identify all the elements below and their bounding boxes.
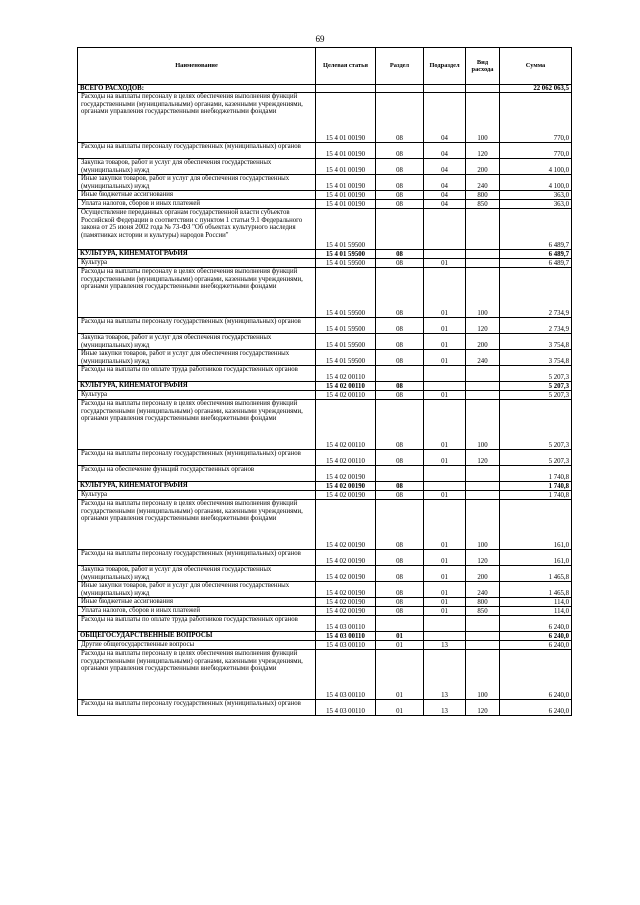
header-name: Наименование <box>78 48 316 85</box>
cell-target: 15 4 01 59500 <box>316 259 376 268</box>
cell-target <box>316 85 376 93</box>
cell-target: 15 4 02 00190 <box>316 582 376 598</box>
cell-sum: 770,0 <box>500 143 572 159</box>
cell-subsection: 04 <box>424 159 466 175</box>
cell-type: 100 <box>466 93 500 143</box>
cell-section: 08 <box>376 550 424 566</box>
cell-sum: 6 240,0 <box>500 641 572 650</box>
cell-subsection <box>424 366 466 382</box>
cell-target: 15 4 02 00110 <box>316 382 376 391</box>
cell-name: Закупка товаров, работ и услуг для обеспечения государственных (муниципальных) нужд <box>78 566 316 582</box>
cell-type <box>466 382 500 391</box>
cell-section: 08 <box>376 143 424 159</box>
cell-target: 15 4 02 00190 <box>316 550 376 566</box>
table-row <box>78 491 572 500</box>
cell-name: Закупка товаров, работ и услуг для обеспечения государственных (муниципальных) нужд <box>78 159 316 175</box>
cell-subsection: 13 <box>424 641 466 650</box>
cell-name: Расходы на выплаты по оплате труда работников государственных органов <box>78 616 316 632</box>
cell-subsection: 01 <box>424 350 466 366</box>
cell-subsection: 04 <box>424 175 466 191</box>
cell-type <box>466 466 500 482</box>
cell-section: 08 <box>376 200 424 209</box>
cell-name: Культура <box>78 491 316 500</box>
table-row <box>78 566 572 582</box>
table-row <box>78 450 572 466</box>
cell-type: 240 <box>466 175 500 191</box>
cell-section <box>376 616 424 632</box>
cell-target: 15 4 02 00190 <box>316 491 376 500</box>
cell-name: Осуществление переданных органам государственной власти субъектов Российской Федерации в соответствии с пунктом 1 статьи 9.1 Федерального закона от 25 июня 2002 года № 73-ФЗ "Об объектах культурного наследия (памятниках истории и культуры) народов России" <box>78 209 316 250</box>
table-row <box>78 159 572 175</box>
cell-sum: 6 240,0 <box>500 700 572 716</box>
cell-name: Иные закупки товаров, работ и услуг для обеспечения государственных (муниципальных) нужд <box>78 175 316 191</box>
cell-sum: 1 740,8 <box>500 482 572 491</box>
header-section: Раздел <box>376 48 424 85</box>
cell-name: КУЛЬТУРА, КИНЕМАТОГРАФИЯ <box>78 382 316 391</box>
cell-subsection: 01 <box>424 500 466 550</box>
cell-subsection: 01 <box>424 566 466 582</box>
header-row <box>78 48 572 85</box>
cell-sum: 114,0 <box>500 598 572 607</box>
cell-section: 01 <box>376 632 424 641</box>
cell-type: 240 <box>466 582 500 598</box>
cell-section: 08 <box>376 159 424 175</box>
table-row <box>78 143 572 159</box>
cell-name: Культура <box>78 391 316 400</box>
cell-subsection: 04 <box>424 200 466 209</box>
cell-subsection <box>424 482 466 491</box>
cell-sum: 1 465,8 <box>500 566 572 582</box>
cell-target: 15 4 03 00110 <box>316 700 376 716</box>
cell-sum: 363,0 <box>500 200 572 209</box>
cell-type <box>466 391 500 400</box>
cell-subsection: 01 <box>424 259 466 268</box>
cell-subsection <box>424 382 466 391</box>
cell-sum: 1 740,8 <box>500 491 572 500</box>
table-row <box>78 268 572 318</box>
cell-section: 08 <box>376 607 424 616</box>
cell-name: ОБЩЕГОСУДАРСТВЕННЫЕ ВОПРОСЫ <box>78 632 316 641</box>
cell-name: Расходы на выплаты персоналу государственных (муниципальных) органов <box>78 143 316 159</box>
cell-type: 100 <box>466 268 500 318</box>
cell-type <box>466 250 500 259</box>
table-row <box>78 616 572 632</box>
cell-target: 15 4 01 00190 <box>316 200 376 209</box>
cell-subsection <box>424 466 466 482</box>
cell-target: 15 4 02 00190 <box>316 607 376 616</box>
cell-sum: 5 207,3 <box>500 391 572 400</box>
cell-sum: 6 240,0 <box>500 616 572 632</box>
table-row <box>78 350 572 366</box>
cell-type <box>466 491 500 500</box>
cell-type <box>466 259 500 268</box>
header-sum: Сумма <box>500 48 572 85</box>
cell-subsection: 13 <box>424 650 466 700</box>
cell-target: 15 4 01 59500 <box>316 318 376 334</box>
cell-section: 01 <box>376 641 424 650</box>
table-row <box>78 93 572 143</box>
table-row <box>78 598 572 607</box>
table-row <box>78 550 572 566</box>
cell-section: 08 <box>376 582 424 598</box>
cell-target: 15 4 02 00190 <box>316 566 376 582</box>
cell-sum: 3 754,8 <box>500 350 572 366</box>
cell-name: Расходы на выплаты персоналу в целях обеспечения выполнения функций государственными (муниципальными) органами, казенными учреждениями, органами управления государственными внебюджетными фондами <box>78 500 316 550</box>
cell-name: Расходы на выплаты персоналу в целях обеспечения выполнения функций государственными (муниципальными) органами, казенными учреждениями, органами управления государственными внебюджетными фондами <box>78 400 316 450</box>
cell-section: 08 <box>376 318 424 334</box>
cell-subsection <box>424 616 466 632</box>
cell-type: 240 <box>466 350 500 366</box>
table-row <box>78 366 572 382</box>
cell-section: 08 <box>376 598 424 607</box>
table-row <box>78 641 572 650</box>
cell-sum: 1 465,8 <box>500 582 572 598</box>
cell-name: КУЛЬТУРА, КИНЕМАТОГРАФИЯ <box>78 250 316 259</box>
cell-section: 01 <box>376 700 424 716</box>
cell-name: Расходы на выплаты персоналу государственных (муниципальных) органов <box>78 318 316 334</box>
table-row <box>78 250 572 259</box>
table-row <box>78 391 572 400</box>
cell-target: 15 4 01 00190 <box>316 93 376 143</box>
cell-sum: 6 240,0 <box>500 632 572 641</box>
cell-name: Иные закупки товаров, работ и услуг для обеспечения государственных (муниципальных) нужд <box>78 582 316 598</box>
cell-target: 15 4 01 00190 <box>316 175 376 191</box>
cell-sum: 363,0 <box>500 191 572 200</box>
cell-subsection: 01 <box>424 607 466 616</box>
cell-sum: 4 100,0 <box>500 175 572 191</box>
cell-target: 15 4 01 59500 <box>316 209 376 250</box>
cell-section: 08 <box>376 259 424 268</box>
cell-section: 08 <box>376 491 424 500</box>
cell-name: Закупка товаров, работ и услуг для обеспечения государственных (муниципальных) нужд <box>78 334 316 350</box>
cell-section <box>376 466 424 482</box>
cell-section: 08 <box>376 500 424 550</box>
cell-sum: 161,0 <box>500 550 572 566</box>
cell-subsection: 01 <box>424 550 466 566</box>
cell-section: 08 <box>376 175 424 191</box>
cell-type: 100 <box>466 500 500 550</box>
cell-type: 800 <box>466 598 500 607</box>
table-body <box>78 85 572 716</box>
cell-section: 08 <box>376 250 424 259</box>
cell-type <box>466 366 500 382</box>
cell-type: 200 <box>466 334 500 350</box>
cell-subsection: 01 <box>424 318 466 334</box>
table-row <box>78 191 572 200</box>
table-row <box>78 382 572 391</box>
cell-sum: 6 489,7 <box>500 250 572 259</box>
cell-target: 15 4 01 59500 <box>316 250 376 259</box>
cell-type: 120 <box>466 318 500 334</box>
cell-name: Иные бюджетные ассигнования <box>78 598 316 607</box>
cell-type <box>466 85 500 93</box>
cell-type <box>466 616 500 632</box>
cell-subsection <box>424 250 466 259</box>
cell-sum: 22 062 063,5 <box>500 85 572 93</box>
cell-sum: 6 489,7 <box>500 259 572 268</box>
cell-type: 120 <box>466 700 500 716</box>
cell-type <box>466 209 500 250</box>
cell-target: 15 4 02 00110 <box>316 450 376 466</box>
cell-section: 08 <box>376 566 424 582</box>
table-row <box>78 175 572 191</box>
cell-name: Расходы на выплаты персоналу государственных (муниципальных) органов <box>78 550 316 566</box>
cell-target: 15 4 03 00110 <box>316 632 376 641</box>
table-row <box>78 334 572 350</box>
cell-subsection <box>424 632 466 641</box>
cell-subsection: 01 <box>424 582 466 598</box>
cell-target: 15 4 01 00190 <box>316 159 376 175</box>
cell-section <box>376 85 424 93</box>
cell-subsection <box>424 209 466 250</box>
cell-name: Другие общегосударственные вопросы <box>78 641 316 650</box>
cell-target: 15 4 01 59500 <box>316 268 376 318</box>
cell-sum: 4 100,0 <box>500 159 572 175</box>
cell-target: 15 4 01 59500 <box>316 350 376 366</box>
cell-section: 08 <box>376 268 424 318</box>
table-row <box>78 500 572 550</box>
table-row <box>78 400 572 450</box>
cell-section: 08 <box>376 391 424 400</box>
total-row <box>78 85 572 93</box>
cell-name: Расходы на выплаты персоналу государственных (муниципальных) органов <box>78 700 316 716</box>
cell-sum: 161,0 <box>500 500 572 550</box>
cell-target: 15 4 02 00190 <box>316 500 376 550</box>
cell-sum: 3 754,8 <box>500 334 572 350</box>
cell-type: 120 <box>466 143 500 159</box>
cell-sum: 5 207,3 <box>500 366 572 382</box>
cell-sum: 770,0 <box>500 93 572 143</box>
cell-section: 08 <box>376 191 424 200</box>
cell-subsection: 04 <box>424 143 466 159</box>
cell-name: Расходы на выплаты персоналу в целях обеспечения выполнения функций государственными (муниципальными) органами, казенными учреждениями, органами управления государственными внебюджетными фондами <box>78 268 316 318</box>
cell-sum: 6 240,0 <box>500 650 572 700</box>
table-row <box>78 209 572 250</box>
cell-section: 08 <box>376 482 424 491</box>
cell-sum: 5 207,3 <box>500 382 572 391</box>
cell-target: 15 4 02 00110 <box>316 366 376 382</box>
budget-table <box>77 47 572 716</box>
cell-subsection: 01 <box>424 598 466 607</box>
cell-name: Иные бюджетные ассигнования <box>78 191 316 200</box>
cell-name: КУЛЬТУРА, КИНЕМАТОГРАФИЯ <box>78 482 316 491</box>
cell-name: Расходы на выплаты персоналу в целях обеспечения выполнения функций государственными (муниципальными) органами, казенными учреждениями, органами управления государственными внебюджетными фондами <box>78 93 316 143</box>
cell-subsection: 01 <box>424 450 466 466</box>
cell-sum: 5 207,3 <box>500 450 572 466</box>
cell-name: ВСЕГО РАСХОДОВ: <box>78 85 316 93</box>
cell-subsection: 04 <box>424 191 466 200</box>
cell-target: 15 4 02 00190 <box>316 482 376 491</box>
header-subsection: Подраздел <box>424 48 466 85</box>
cell-sum: 2 734,9 <box>500 268 572 318</box>
table-row <box>78 700 572 716</box>
cell-type: 120 <box>466 450 500 466</box>
cell-target: 15 4 02 00110 <box>316 400 376 450</box>
cell-name: Расходы на выплаты персоналу в целях обеспечения выполнения функций государственными (муниципальными) органами, казенными учреждениями, органами управления государственными внебюджетными фондами <box>78 650 316 700</box>
cell-subsection <box>424 85 466 93</box>
cell-type: 850 <box>466 200 500 209</box>
cell-type: 120 <box>466 550 500 566</box>
cell-type: 100 <box>466 650 500 700</box>
cell-sum: 114,0 <box>500 607 572 616</box>
cell-subsection: 01 <box>424 334 466 350</box>
cell-name: Иные закупки товаров, работ и услуг для обеспечения государственных (муниципальных) нужд <box>78 350 316 366</box>
cell-name: Расходы на выплаты персоналу государственных (муниципальных) органов <box>78 450 316 466</box>
cell-target: 15 4 01 59500 <box>316 334 376 350</box>
cell-section <box>376 366 424 382</box>
cell-target: 15 4 02 00190 <box>316 598 376 607</box>
cell-type: 800 <box>466 191 500 200</box>
cell-type: 200 <box>466 566 500 582</box>
cell-type <box>466 632 500 641</box>
cell-section: 08 <box>376 334 424 350</box>
cell-name: Культура <box>78 259 316 268</box>
cell-subsection: 13 <box>424 700 466 716</box>
cell-target: 15 4 03 00110 <box>316 616 376 632</box>
header-target: Целевая статья <box>316 48 376 85</box>
cell-section: 01 <box>376 650 424 700</box>
cell-name: Расходы на обеспечение функций государственных органов <box>78 466 316 482</box>
cell-type <box>466 641 500 650</box>
table-row <box>78 259 572 268</box>
cell-section: 08 <box>376 450 424 466</box>
cell-subsection: 01 <box>424 268 466 318</box>
table-row <box>78 582 572 598</box>
cell-target: 15 4 02 00190 <box>316 466 376 482</box>
table-row <box>78 466 572 482</box>
cell-subsection: 04 <box>424 93 466 143</box>
cell-target: 15 4 03 00110 <box>316 650 376 700</box>
table-row <box>78 607 572 616</box>
cell-sum: 1 740,8 <box>500 466 572 482</box>
cell-section: 08 <box>376 382 424 391</box>
table-row <box>78 632 572 641</box>
cell-section: 08 <box>376 350 424 366</box>
cell-type: 100 <box>466 400 500 450</box>
cell-section <box>376 209 424 250</box>
cell-subsection: 01 <box>424 400 466 450</box>
cell-target: 15 4 02 00110 <box>316 391 376 400</box>
table-row <box>78 482 572 491</box>
cell-type: 850 <box>466 607 500 616</box>
cell-sum: 6 489,7 <box>500 209 572 250</box>
cell-name: Уплата налогов, сборов и иных платежей <box>78 607 316 616</box>
cell-sum: 5 207,3 <box>500 400 572 450</box>
cell-target: 15 4 01 00190 <box>316 191 376 200</box>
cell-type <box>466 482 500 491</box>
cell-name: Расходы на выплаты по оплате труда работников государственных органов <box>78 366 316 382</box>
cell-section: 08 <box>376 93 424 143</box>
cell-section: 08 <box>376 400 424 450</box>
cell-type: 200 <box>466 159 500 175</box>
header-type: Вид расхода <box>466 48 500 85</box>
cell-subsection: 01 <box>424 391 466 400</box>
cell-target: 15 4 01 00190 <box>316 143 376 159</box>
cell-target: 15 4 03 00110 <box>316 641 376 650</box>
cell-subsection: 01 <box>424 491 466 500</box>
table-row <box>78 200 572 209</box>
table-row <box>78 650 572 700</box>
cell-name: Уплата налогов, сборов и иных платежей <box>78 200 316 209</box>
table-row <box>78 318 572 334</box>
cell-sum: 2 734,9 <box>500 318 572 334</box>
page-number: 69 <box>315 34 325 44</box>
